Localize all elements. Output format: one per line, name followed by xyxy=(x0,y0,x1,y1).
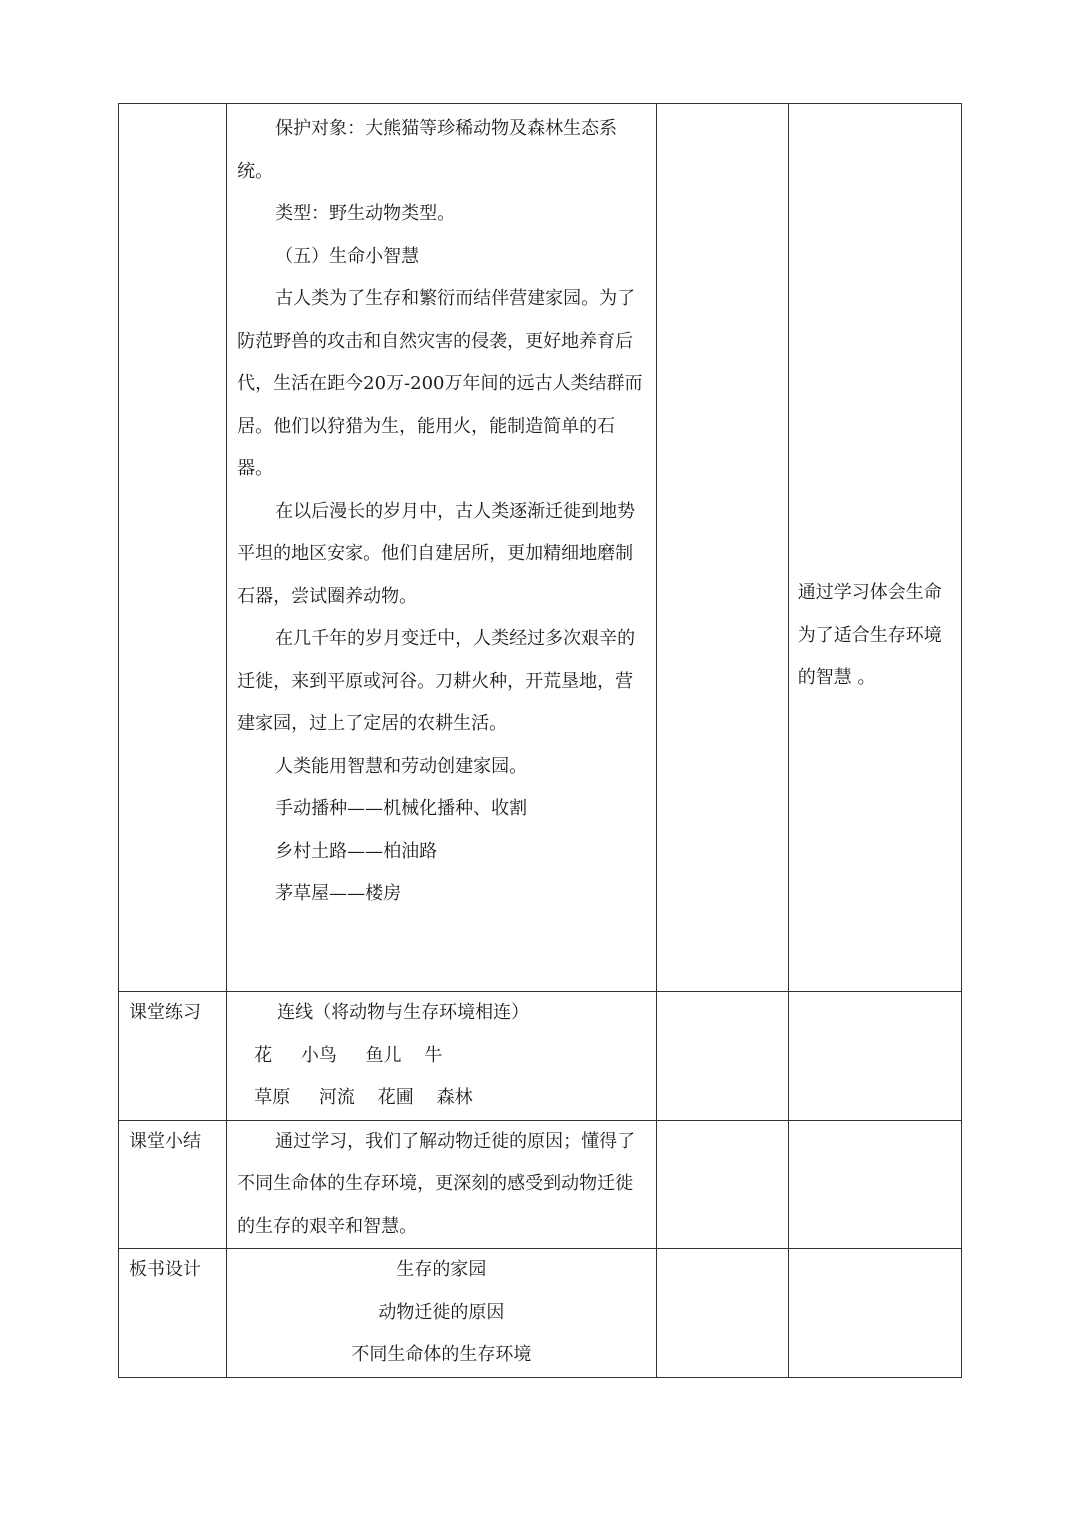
board-line: 不同生命体的生存环境 xyxy=(351,1344,532,1365)
row-label-summary xyxy=(119,1120,227,1249)
paragraph: 在以后漫长的岁月中，古人类逐渐迁徙到地势平坦的地区安家。他们自建居所，更加精细地磨制石器，尝试圈养动物。 xyxy=(237,500,636,607)
intent-note-cell xyxy=(788,104,961,992)
content-cell xyxy=(227,104,657,992)
row-label: 板书设计 xyxy=(129,1259,201,1280)
empty-cell xyxy=(788,992,961,1121)
row-label-practice xyxy=(119,992,227,1121)
paragraph: 保护对象：大熊猫等珍稀动物及森林生态系统。 xyxy=(237,118,618,182)
intent-note: 通过学习体会生命为了适合生存环境的智慧 。 xyxy=(797,582,942,688)
row-label: 课堂小结 xyxy=(129,1130,201,1152)
paragraph: 古人类为了生存和繁衍而结伴营建家园。为了防范野兽的攻击和自然灾害的侵袭，更好地养育后代，生活在距今20万-200万年间的远古人类结群而居。他们以狩猎为生，能用火，能制造简单的石器。 xyxy=(237,288,643,479)
paragraph: 手动播种——机械化播种、收割 xyxy=(275,798,528,819)
empty-cell xyxy=(656,992,788,1121)
empty-cell xyxy=(656,1120,788,1249)
practice-habitats: 草原 河流 花圃 森林 xyxy=(237,1087,473,1108)
row-label-board xyxy=(119,1249,227,1378)
paragraph: 人类能用智慧和劳动创建家园。 xyxy=(275,755,528,777)
practice-cell xyxy=(227,992,657,1121)
summary-cell xyxy=(227,1120,657,1249)
board-line: 生存的家园 xyxy=(396,1259,487,1280)
practice-instruction: 连线（将动物与生存环境相连） xyxy=(237,1002,530,1023)
empty-cell xyxy=(788,1120,961,1249)
lesson-plan-table xyxy=(118,103,962,1378)
row-summary xyxy=(119,1120,962,1249)
empty-cell xyxy=(788,1249,961,1378)
summary-text: 通过学习，我们了解动物迁徙的原因；懂得了不同生命体的生存环境，更深刻的感受到动物迁徙的生存的艰辛和智慧。 xyxy=(237,1130,636,1237)
empty-cell xyxy=(656,104,788,992)
paragraph: （五）生命小智慧 xyxy=(275,245,420,267)
paragraph: 乡村土路——柏油路 xyxy=(275,840,438,862)
board-design-cell xyxy=(227,1249,657,1378)
paragraph: 在几千年的岁月变迁中，人类经过多次艰辛的迁徙，来到平原或河谷。刀耕火种，开荒垦地，营建家园，过上了定居的农耕生活。 xyxy=(237,628,636,734)
row-practice xyxy=(119,992,962,1121)
empty-cell xyxy=(656,1249,788,1378)
paragraph: 茅草屋——楼房 xyxy=(275,883,402,904)
row-content xyxy=(119,104,962,992)
practice-animals: 花 小鸟 鱼儿 牛 xyxy=(237,1044,443,1066)
row-board xyxy=(119,1249,962,1378)
row-label-empty xyxy=(119,104,227,992)
board-line: 动物迁徙的原因 xyxy=(378,1301,505,1323)
paragraph: 类型：野生动物类型。 xyxy=(275,203,456,224)
row-label: 课堂练习 xyxy=(129,1002,201,1023)
